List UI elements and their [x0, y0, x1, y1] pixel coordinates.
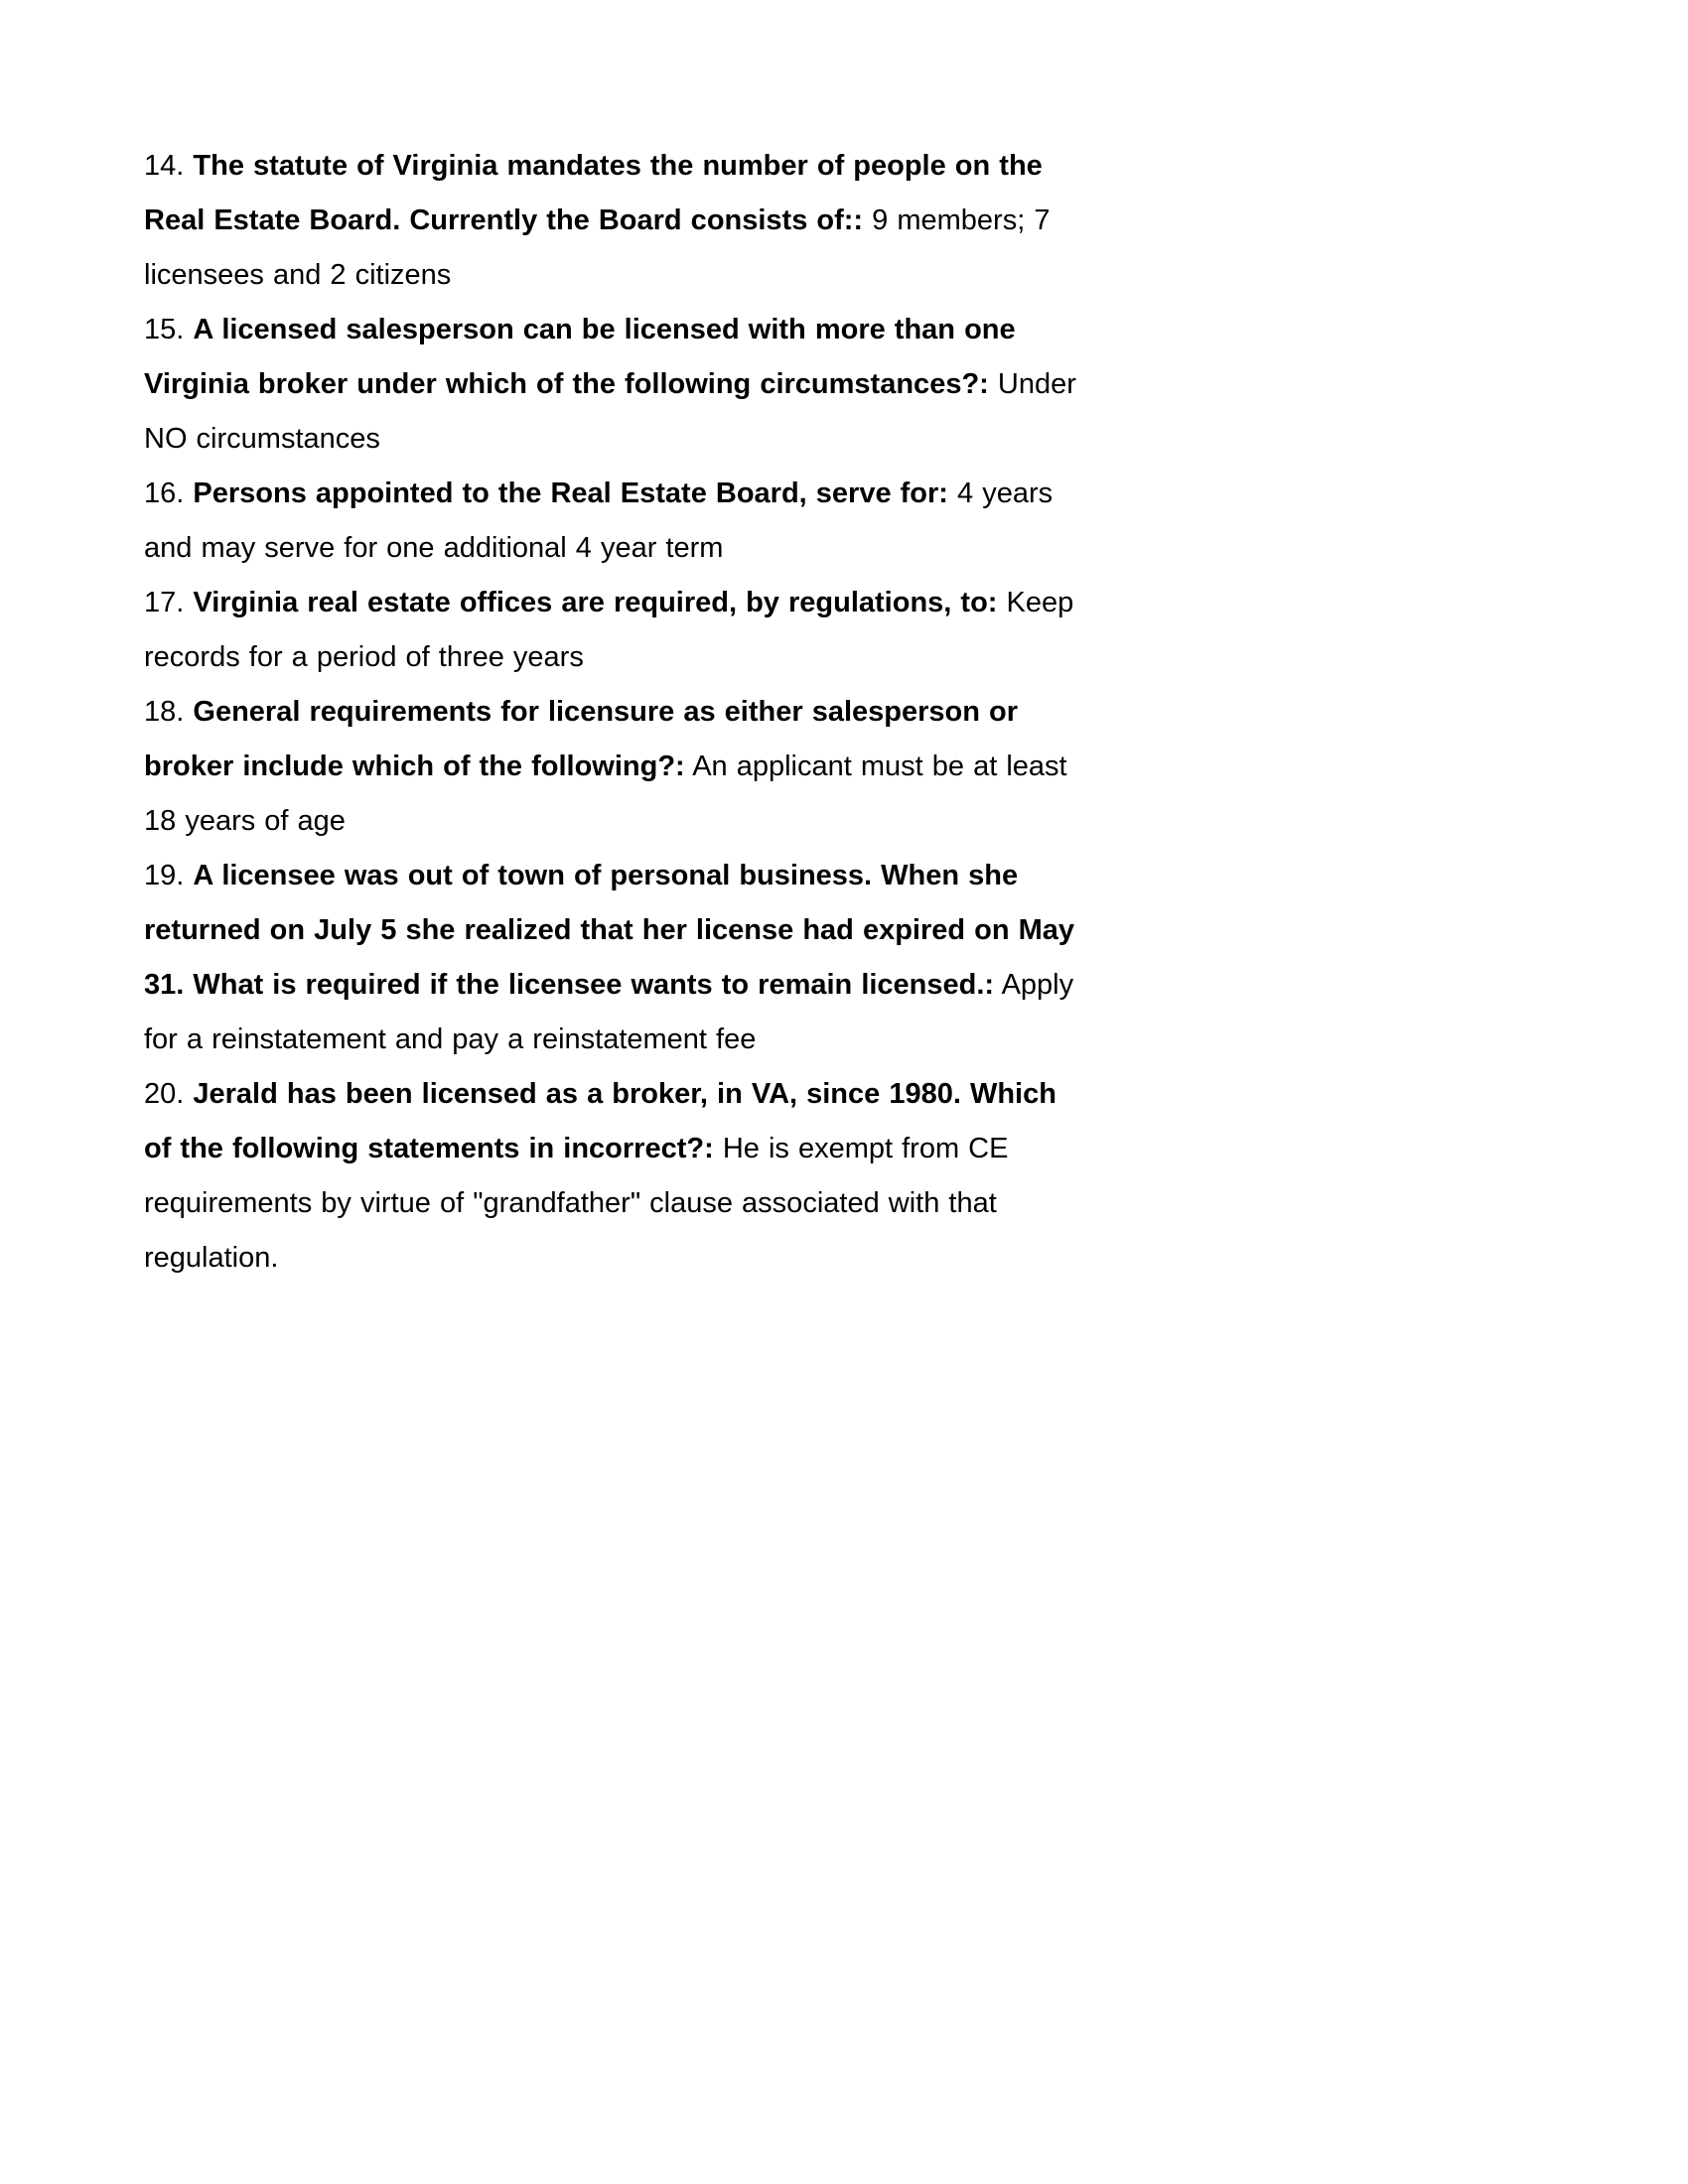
answer-text: An applicant must be at least 18 years of age: [144, 751, 1067, 837]
answer-text: Under NO circumstances: [144, 368, 1076, 455]
question-text: A licensed salesperson can be licensed with more than one Virginia broker under which of the following circumstances?:: [144, 314, 1016, 400]
item-number: 19.: [144, 860, 185, 891]
qa-item: [144, 576, 1077, 685]
question-text: Virginia real estate offices are required, by regulations, to:: [193, 587, 998, 618]
qa-item: [144, 685, 1077, 849]
item-number: 18.: [144, 696, 185, 728]
item-number: 20.: [144, 1078, 185, 1110]
question-text: A licensee was out of town of personal business. When she returned on July 5 she realized that her license had expired on May 31. What is required if the licensee wants to remain licensed.:: [144, 860, 1075, 1001]
question-text: Persons appointed to the Real Estate Board, serve for:: [193, 478, 948, 509]
text-column: [144, 139, 1077, 1286]
answer-text: He is exempt from CE requirements by virtue of "grandfather" clause associated with that regulation.: [144, 1133, 1009, 1274]
qa-item: [144, 139, 1077, 303]
item-number: 15.: [144, 314, 185, 345]
qa-item: [144, 303, 1077, 467]
answer-text: Apply for a reinstatement and pay a reinstatement fee: [144, 969, 1074, 1055]
answer-text: 9 members; 7 licensees and 2 citizens: [144, 205, 1051, 291]
qa-item: [144, 849, 1077, 1067]
question-text: General requirements for licensure as either salesperson or broker include which of the following?:: [144, 696, 1019, 782]
question-text: The statute of Virginia mandates the number of people on the Real Estate Board. Currently the Board consists of::: [144, 150, 1043, 236]
answer-text: Keep records for a period of three years: [144, 587, 1074, 673]
answer-text: 4 years and may serve for one additional 4 year term: [144, 478, 1054, 564]
item-number: 14.: [144, 150, 185, 182]
qa-item: [144, 467, 1077, 576]
item-number: 16.: [144, 478, 185, 509]
item-number: 17.: [144, 587, 185, 618]
qa-item: [144, 1067, 1077, 1286]
question-text: Jerald has been licensed as a broker, in VA, since 1980. Which of the following statements in incorrect?:: [144, 1078, 1056, 1164]
